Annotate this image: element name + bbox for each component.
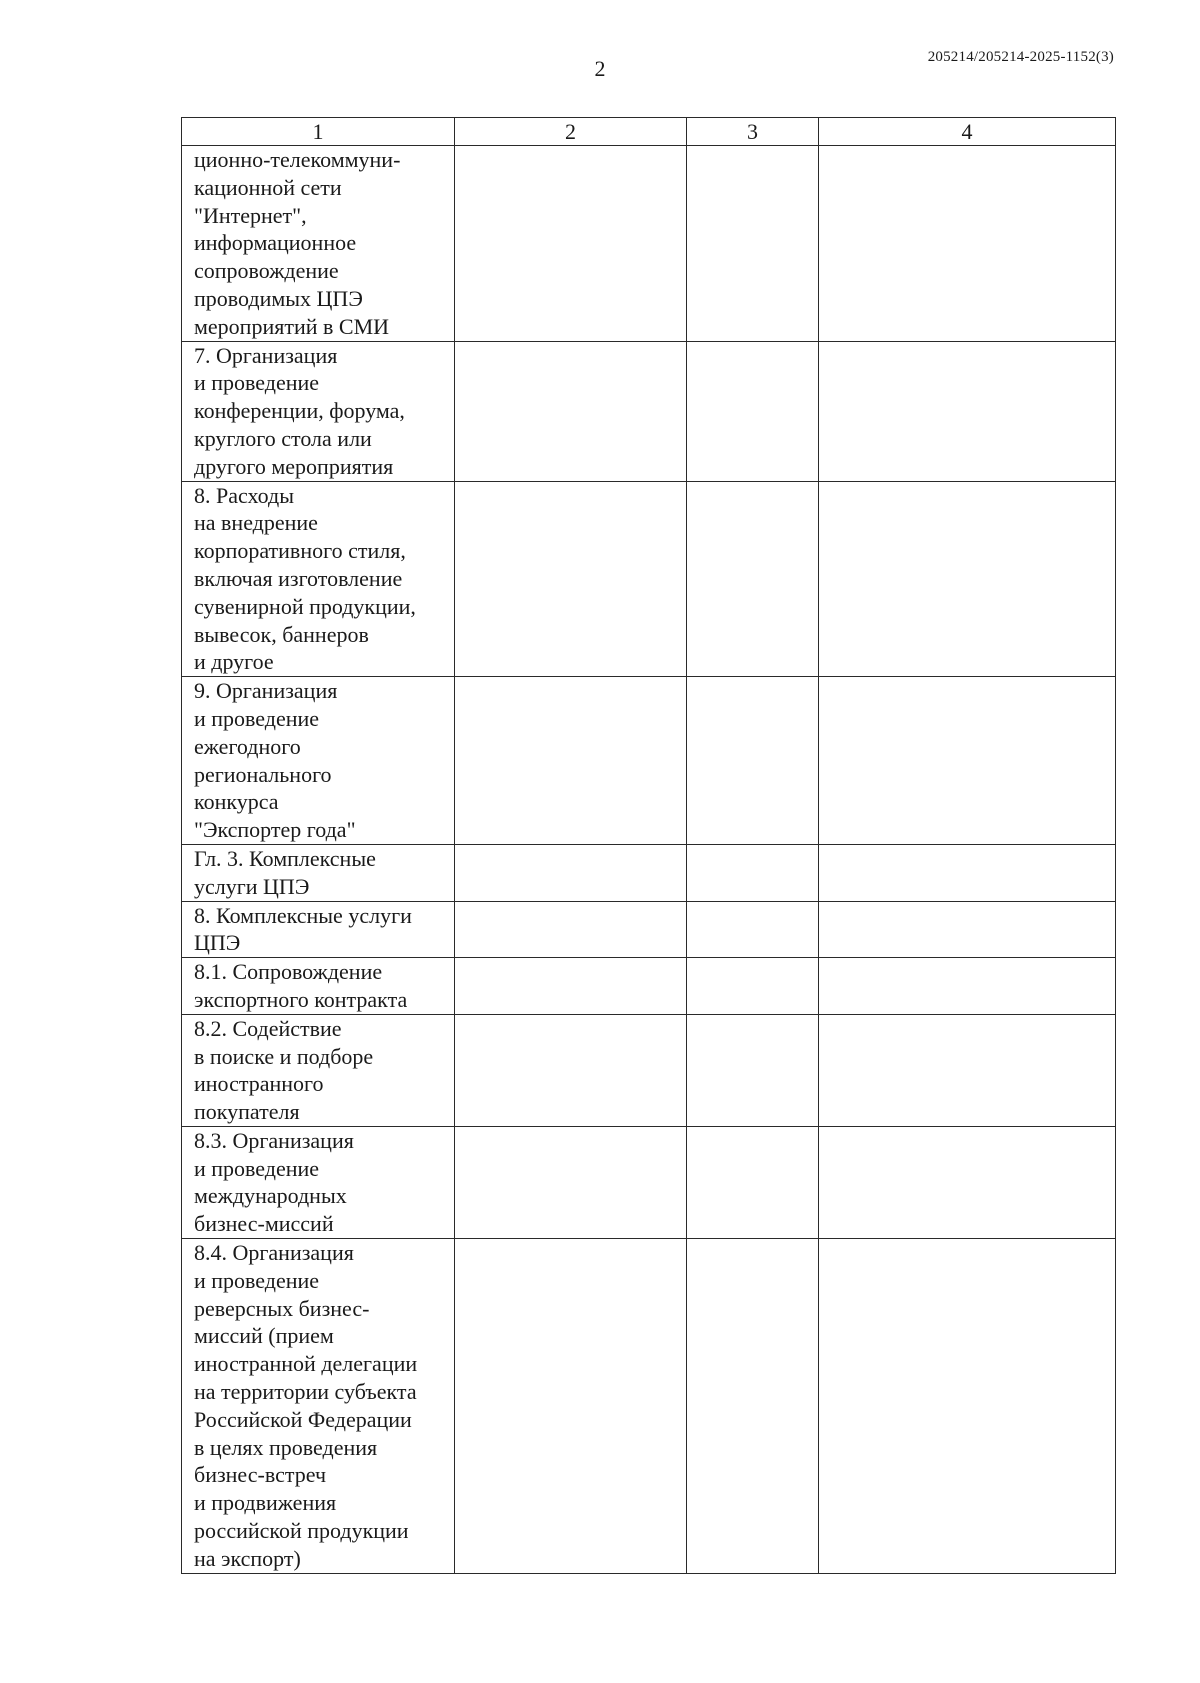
table-cell-col-2 (455, 677, 687, 845)
table-cell-col-3 (687, 1126, 819, 1238)
table-cell-col-2 (455, 901, 687, 958)
table-row (182, 146, 1116, 342)
table-cell-col-1: 8.3. Организация и проведение международных бизнес-миссий (182, 1126, 455, 1238)
table-body (182, 118, 1116, 1574)
table-cell-col-3 (687, 341, 819, 481)
table-cell-col-3 (687, 481, 819, 677)
table-cell-col-2 (455, 1014, 687, 1126)
table-cell-col-1: 8.2. Содействие в поиске и подборе иностранного покупателя (182, 1014, 455, 1126)
table-row (182, 677, 1116, 845)
table-cell-col-3 (687, 844, 819, 901)
table-cell-col-4 (819, 844, 1116, 901)
table-cell-col-2 (455, 844, 687, 901)
table-header-row (182, 118, 1116, 146)
table-cell-col-1: ционно-телекоммуни- кационной сети "Интернет", информационное сопровождение проводимых ЦПЭ мероприятий в СМИ (182, 146, 455, 342)
document-id: 205214/205214-2025-1152(3) (927, 49, 1114, 65)
table-cell-col-3 (687, 958, 819, 1015)
table-cell-col-3 (687, 1014, 819, 1126)
document-table (181, 117, 1116, 1574)
table-cell-col-3 (687, 1239, 819, 1574)
table-cell-col-4 (819, 958, 1116, 1015)
table-cell-col-1: 7. Организация и проведение конференции, форума, круглого стола или другого мероприятия (182, 341, 455, 481)
table-row (182, 1126, 1116, 1238)
table-cell-col-4 (819, 901, 1116, 958)
table-cell-col-3 (687, 677, 819, 845)
table-row (182, 1014, 1116, 1126)
table-row (182, 844, 1116, 901)
table-cell-col-1: 8. Комплексные услуги ЦПЭ (182, 901, 455, 958)
table-cell-col-2 (455, 341, 687, 481)
table-cell-col-3 (687, 146, 819, 342)
table-cell-col-2 (455, 1239, 687, 1574)
table-cell-col-1: 8. Расходы на внедрение корпоративного стиля, включая изготовление сувенирной продукции, вывесок, баннеров и другое (182, 481, 455, 677)
table-cell-col-1: 8.4. Организация и проведение реверсных бизнес- миссий (прием иностранной делегации на территории субъекта Российской Федерации в целях проведения бизнес-встреч и продвижения российской продукции на экспорт) (182, 1239, 455, 1574)
table-row (182, 958, 1116, 1015)
table-cell-col-4 (819, 481, 1116, 677)
table-cell-col-1: 8.1. Сопровождение экспортного контракта (182, 958, 455, 1015)
table-cell-col-4 (819, 1014, 1116, 1126)
table-cell-col-2 (455, 1126, 687, 1238)
table-cell-col-1: Гл. 3. Комплексные услуги ЦПЭ (182, 844, 455, 901)
table-cell-col-4 (819, 146, 1116, 342)
column-header-4: 4 (819, 118, 1116, 146)
table-cell-col-4 (819, 677, 1116, 845)
table-row (182, 1239, 1116, 1574)
table-row (182, 481, 1116, 677)
column-header-3: 3 (687, 118, 819, 146)
table-cell-col-3 (687, 901, 819, 958)
table-cell-col-1: 9. Организация и проведение ежегодного регионального конкурса "Экспортер года" (182, 677, 455, 845)
table-cell-col-2 (455, 481, 687, 677)
table-row (182, 901, 1116, 958)
table-row (182, 341, 1116, 481)
column-header-2: 2 (455, 118, 687, 146)
table-cell-col-2 (455, 958, 687, 1015)
table-cell-col-2 (455, 146, 687, 342)
column-header-1: 1 (182, 118, 455, 146)
table-cell-col-4 (819, 1126, 1116, 1238)
table-cell-col-4 (819, 1239, 1116, 1574)
table-cell-col-4 (819, 341, 1116, 481)
page-number: 2 (594, 56, 606, 81)
